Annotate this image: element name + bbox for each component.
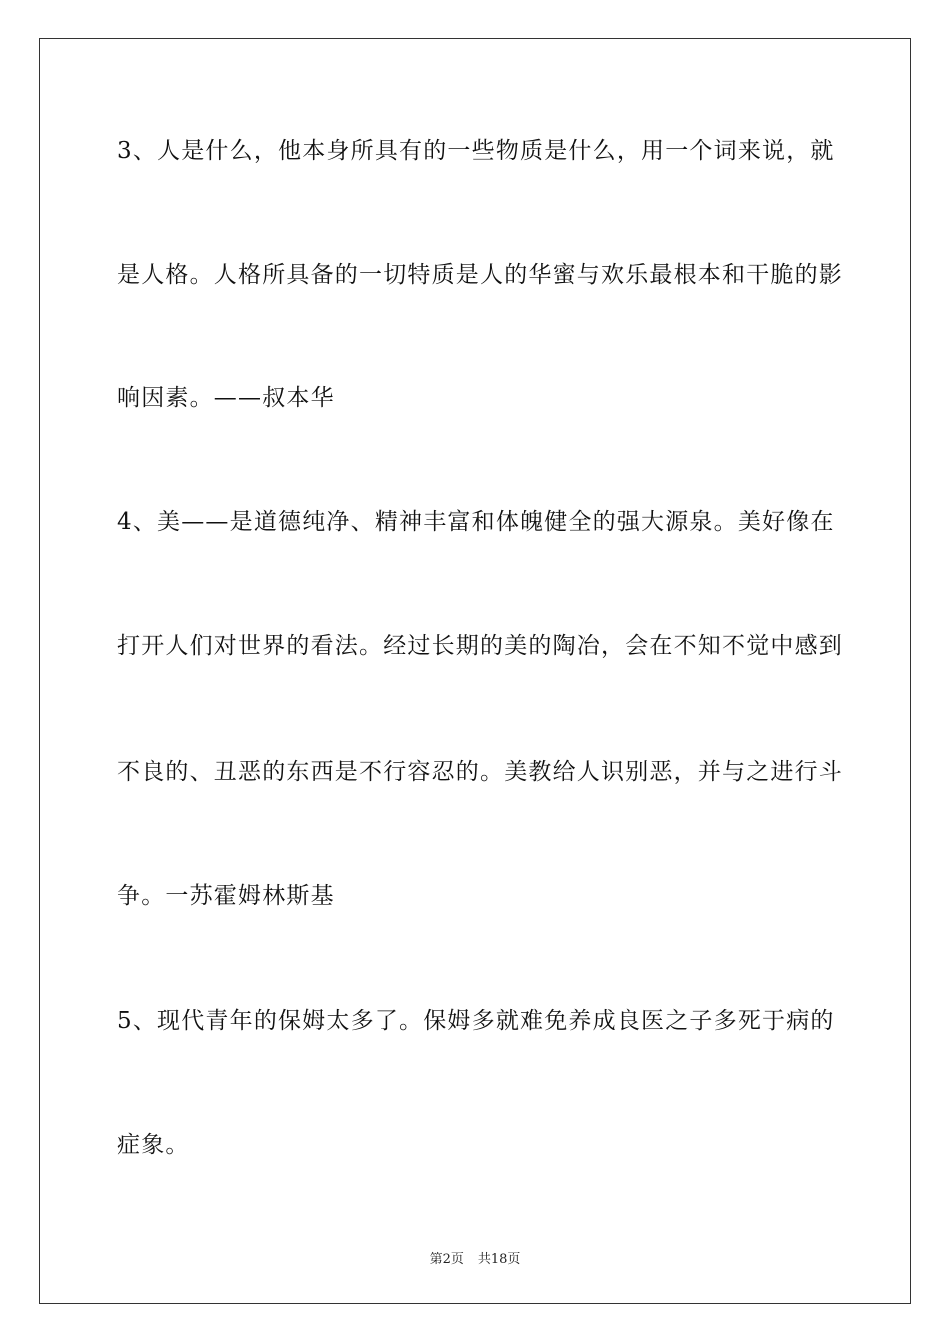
text-line: 响因素。——叔本华: [117, 385, 335, 411]
page-footer: [0, 1248, 950, 1267]
text-line: 是人格。人格所具备的一切特质是人的华蜜与欢乐最根本和干脆的影: [117, 262, 843, 288]
text-line: 3、人是什么，他本身所具有的一些物质是什么，用一个词来说，就: [117, 138, 835, 164]
page-total: 共18页: [477, 1252, 521, 1267]
text-line: 争。一苏霍姆林斯基: [117, 883, 335, 909]
page-border: [39, 38, 911, 1304]
page-number: 第2页: [429, 1252, 464, 1267]
text-line: 4、美——是道德纯净、精神丰富和体魄健全的强大源泉。美好像在: [117, 509, 835, 535]
text-line: 症象。: [117, 1132, 190, 1158]
text-line: 不良的、丑恶的东西是不行容忍的。美教给人识别恶，并与之进行斗: [117, 759, 843, 785]
text-line: 打开人们对世界的看法。经过长期的美的陶冶，会在不知不觉中感到: [117, 633, 843, 659]
text-line: 5、现代青年的保姆太多了。保姆多就难免养成良医之子多死于病的: [117, 1008, 835, 1034]
